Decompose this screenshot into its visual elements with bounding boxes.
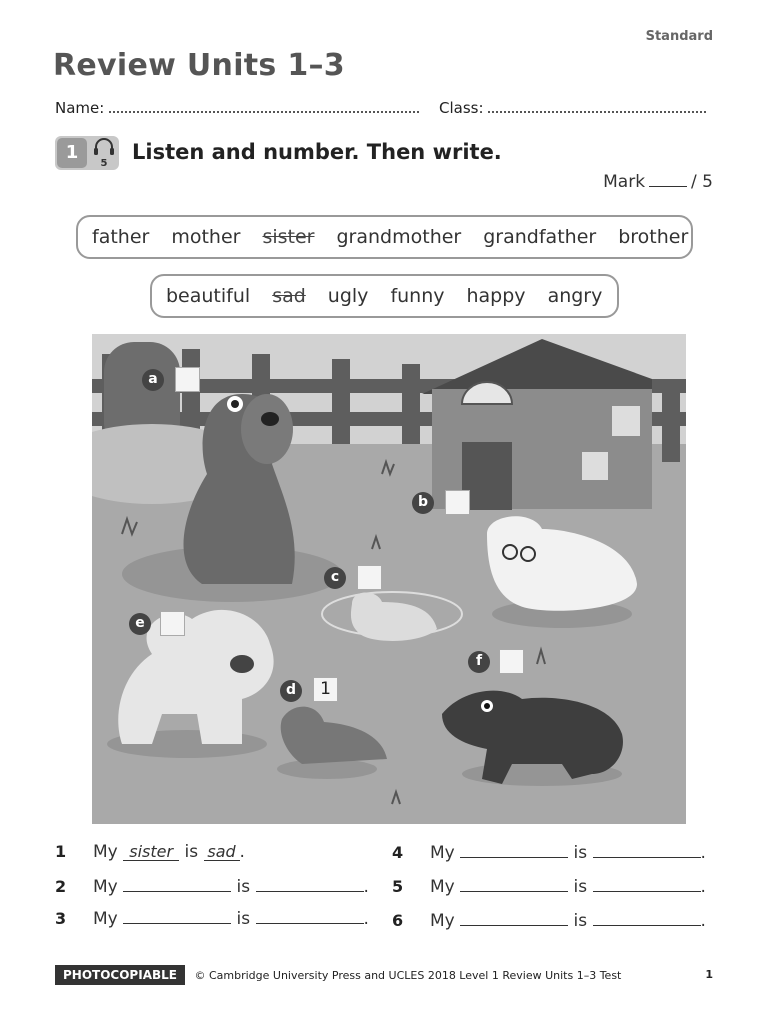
sentence-end: . (700, 843, 706, 863)
answer-box-c[interactable] (357, 565, 382, 590)
answer-box-f[interactable] (499, 649, 524, 674)
adjective-word-box (150, 274, 619, 318)
adjective-field[interactable] (256, 873, 364, 892)
mark-total: / 5 (691, 172, 713, 192)
noun-field[interactable] (460, 907, 568, 926)
sentence-number: 3 (55, 909, 67, 928)
sentence-end: . (363, 909, 369, 929)
answer-box-b[interactable] (445, 490, 470, 515)
dogs-illustration (92, 334, 686, 824)
sentence-my: My (430, 843, 455, 863)
adjective-field[interactable]: sad (204, 842, 240, 861)
word-grandmother: grandmother (336, 226, 462, 248)
sentence-is: is (184, 842, 199, 862)
sentence-end: . (700, 911, 706, 931)
sentence-3 (55, 905, 369, 929)
word-grandfather: grandfather (483, 226, 597, 248)
sentence-number: 5 (392, 877, 404, 896)
word-funny: funny (390, 285, 445, 307)
label-b: b (412, 492, 434, 514)
label-f: f (468, 651, 490, 673)
sentence-end: . (363, 877, 369, 897)
adjective-field[interactable] (593, 907, 701, 926)
word-father: father (92, 226, 150, 248)
sentence-number: 1 (55, 842, 67, 861)
sentence-my: My (93, 842, 118, 862)
sentence-my: My (430, 911, 455, 931)
page-title: Review Units 1–3 (53, 48, 345, 83)
sentence-number: 4 (392, 843, 404, 862)
track-number: 5 (100, 158, 108, 169)
label-e: e (129, 613, 151, 635)
sentence-my: My (430, 877, 455, 897)
word-sister: sister (262, 226, 315, 248)
sentence-my: My (93, 909, 118, 929)
sentence-4 (392, 839, 706, 863)
adjective-field[interactable] (256, 905, 364, 924)
sentence-2 (55, 873, 369, 897)
photocopiable-tag: PHOTOCOPIABLE (55, 965, 185, 985)
label-a: a (142, 369, 164, 391)
sentence-is: is (573, 911, 588, 931)
task-badge (55, 136, 119, 170)
sentence-is: is (573, 843, 588, 863)
word-angry: angry (547, 285, 603, 307)
noun-field[interactable]: sister (123, 842, 179, 861)
copyright-text: © Cambridge University Press and UCLES 2018 Level 1 Review Units 1–3 Test (194, 969, 622, 982)
noun-field[interactable] (460, 839, 568, 858)
answer-box-d[interactable]: 1 (313, 677, 338, 702)
word-sad: sad (272, 285, 306, 307)
family-word-box (76, 215, 693, 259)
class-field-row (439, 99, 706, 117)
footer (55, 968, 621, 982)
sentence-is: is (573, 877, 588, 897)
level-label: Standard (645, 29, 713, 44)
mark-box (603, 172, 713, 192)
task-instruction: Listen and number. Then write. (132, 140, 502, 164)
name-label: Name: (55, 99, 105, 117)
noun-field[interactable] (123, 873, 231, 892)
mark-label: Mark (603, 172, 646, 192)
sentence-6 (392, 907, 706, 931)
sentence-1 (55, 842, 245, 862)
noun-field[interactable] (460, 873, 568, 892)
answer-box-e[interactable] (160, 611, 185, 636)
word-beautiful: beautiful (166, 285, 251, 307)
word-brother: brother (618, 226, 689, 248)
sentence-5 (392, 873, 706, 897)
sentence-my: My (93, 877, 118, 897)
sentence-number: 2 (55, 877, 67, 896)
word-happy: happy (466, 285, 526, 307)
sentence-end: . (700, 877, 706, 897)
task-number: 1 (57, 138, 87, 168)
noun-field[interactable] (123, 905, 231, 924)
adjective-field[interactable] (593, 873, 701, 892)
sentence-is: is (236, 909, 251, 929)
word-mother: mother (171, 226, 241, 248)
page-number: 1 (705, 968, 713, 981)
label-c: c (324, 567, 346, 589)
class-label: Class: (439, 99, 484, 117)
adjective-field[interactable] (593, 839, 701, 858)
label-d: d (280, 680, 302, 702)
name-field-row (55, 99, 419, 117)
class-field[interactable] (488, 99, 706, 113)
yard-scene (92, 334, 686, 824)
word-ugly: ugly (327, 285, 369, 307)
answer-box-a[interactable] (175, 367, 200, 392)
sentence-end: . (239, 842, 245, 862)
sentence-number: 6 (392, 911, 404, 930)
name-field[interactable] (109, 99, 419, 113)
headphones-icon (89, 137, 119, 157)
sentence-is: is (236, 877, 251, 897)
audio-track (89, 137, 119, 169)
mark-field[interactable] (649, 172, 687, 187)
